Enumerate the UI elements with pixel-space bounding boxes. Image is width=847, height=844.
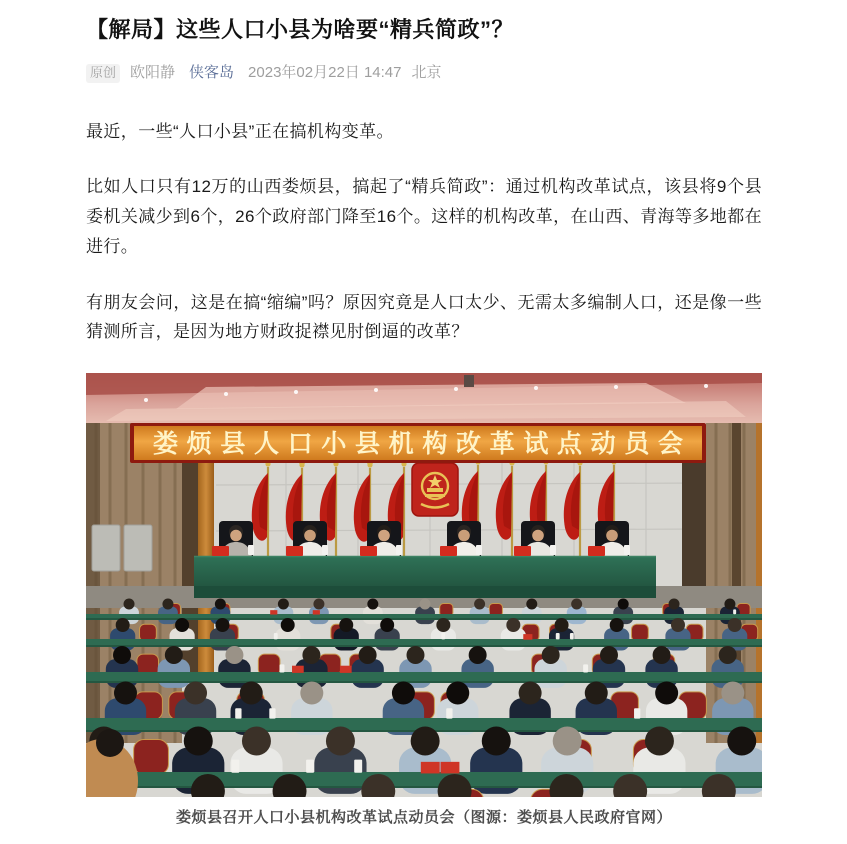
photo-caption: 娄烦县召开人口小县机构改革试点动员会（图源：娄烦县人民政府官网） [175,809,672,827]
photo-banner [130,423,706,463]
byline [86,61,762,83]
article-body [86,117,762,828]
publish-location: 北京 [411,63,442,81]
account-link[interactable]: 侠客岛 [189,63,235,81]
author-name: 欧阳静 [130,63,176,81]
publish-datetime: 2023年02月22日 14:47 [248,63,402,81]
article-photo[interactable] [86,373,762,797]
photo-audience [86,599,762,798]
article-paragraph: 最近，一些“人口小县”正在搞机构变革。 [86,121,394,141]
national-emblem-graphic [412,463,458,516]
article-title: 【解局】这些人口小县为啥要“精兵简政”？ [86,17,515,42]
article-figure [86,373,762,827]
stage-skirt [194,586,656,598]
article-paragraph: 比如人口只有12万的山西娄烦县，搞起了“精兵简政”：通过机构改革试点，该县将9个县委机关减少到6个，26个政府部门降至16个。这样的机构改革，在山西、青海等多地都在进行。 [86,177,762,256]
banner-text: 娄烦县人口小县机构改革试点动员会 [153,430,683,459]
article-paragraph: 有朋友会问，这是在搞“缩编”吗？原因究竟是人口太少、无需太多编制人口，还是像一些猜测所言，是因为地方财政捉襟见肘倒逼的改革？ [86,292,762,342]
original-badge: 原创 [86,64,120,83]
photo-ceiling [86,373,762,425]
